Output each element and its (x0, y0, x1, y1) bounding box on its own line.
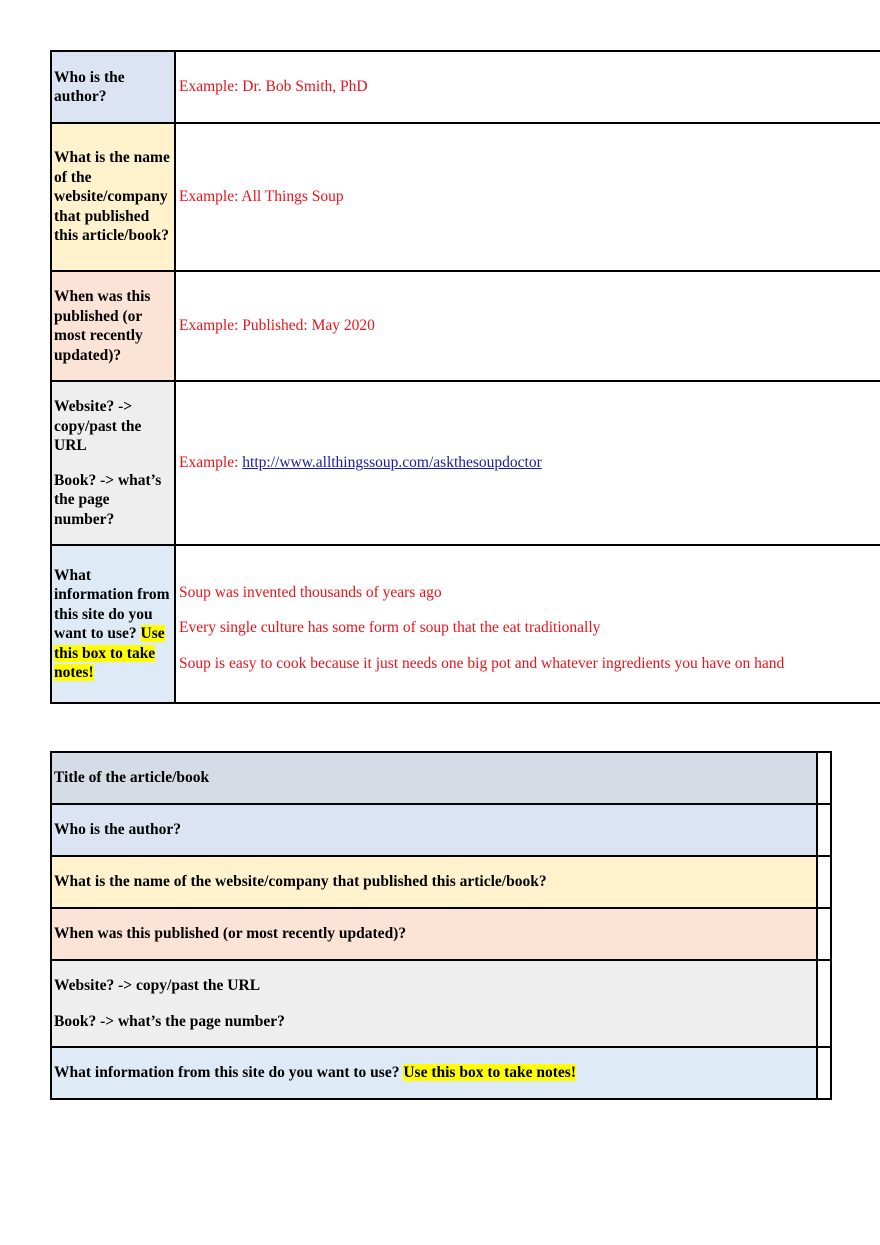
notes-row (51, 545, 880, 703)
author-entry-cell[interactable] (817, 804, 831, 856)
source-question (51, 960, 817, 1047)
source-row (51, 960, 831, 1047)
note-item: Every single culture has some form of soup that the eat traditionally (179, 619, 601, 637)
source-question (51, 381, 175, 545)
title-question: Title of the article/book (51, 752, 817, 804)
notes-row (51, 1047, 831, 1099)
source-answer-prefix: Example: (179, 454, 243, 472)
source-row (51, 381, 880, 545)
source-entry-cell[interactable] (817, 960, 831, 1047)
date-question: When was this published (or most recently updated)? (51, 908, 817, 960)
title-row (51, 752, 831, 804)
blank-source-table (50, 751, 832, 1100)
author-question: Who is the author? (51, 51, 175, 123)
date-row (51, 271, 880, 381)
source-question-website: Website? -> copy/past the URL (54, 398, 142, 454)
source-question-website: Website? -> copy/past the URL (54, 977, 261, 994)
publisher-question: What is the name of the website/company that published this article/book? (51, 856, 817, 908)
date-entry-cell[interactable] (817, 908, 831, 960)
notes-entry-cell[interactable] (817, 1047, 831, 1099)
notes-question-highlight: Use this box to take notes! (54, 625, 165, 681)
author-question: Who is the author? (51, 804, 817, 856)
note-item: Soup was invented thousands of years ago (179, 583, 442, 601)
author-answer: Example: Dr. Bob Smith, PhD (175, 51, 880, 123)
author-row (51, 804, 831, 856)
publisher-row (51, 123, 880, 271)
source-answer (175, 381, 880, 545)
publisher-answer: Example: All Things Soup (175, 123, 880, 271)
date-question: When was this published (or most recently updated)? (51, 271, 175, 381)
source-question-book: Book? -> what’s the page number? (54, 1012, 285, 1030)
publisher-row (51, 856, 831, 908)
notes-question (51, 1047, 817, 1099)
note-item: Soup is easy to cook because it just needs one big pot and whatever ingredients you have on hand (179, 654, 785, 672)
date-answer: Example: Published: May 2020 (175, 271, 880, 381)
source-question-book: Book? -> what’s the page number? (54, 471, 162, 528)
publisher-entry-cell[interactable] (817, 856, 831, 908)
notes-question (51, 545, 175, 703)
source-url-link[interactable]: http://www.allthingssoup.com/askthesoupdoctor (242, 454, 542, 472)
example-source-table (50, 50, 880, 704)
notes-question-text: What information from this site do you want to use? (54, 1064, 404, 1082)
author-row (51, 51, 880, 123)
notes-question-highlight: Use this box to take notes! (403, 1064, 576, 1082)
notes-answer (175, 545, 880, 703)
publisher-question: What is the name of the website/company that published this article/book? (51, 123, 175, 271)
title-entry-cell[interactable] (817, 752, 831, 804)
notes-question-text: What information from this site do you want to use? (54, 566, 170, 642)
date-row (51, 908, 831, 960)
